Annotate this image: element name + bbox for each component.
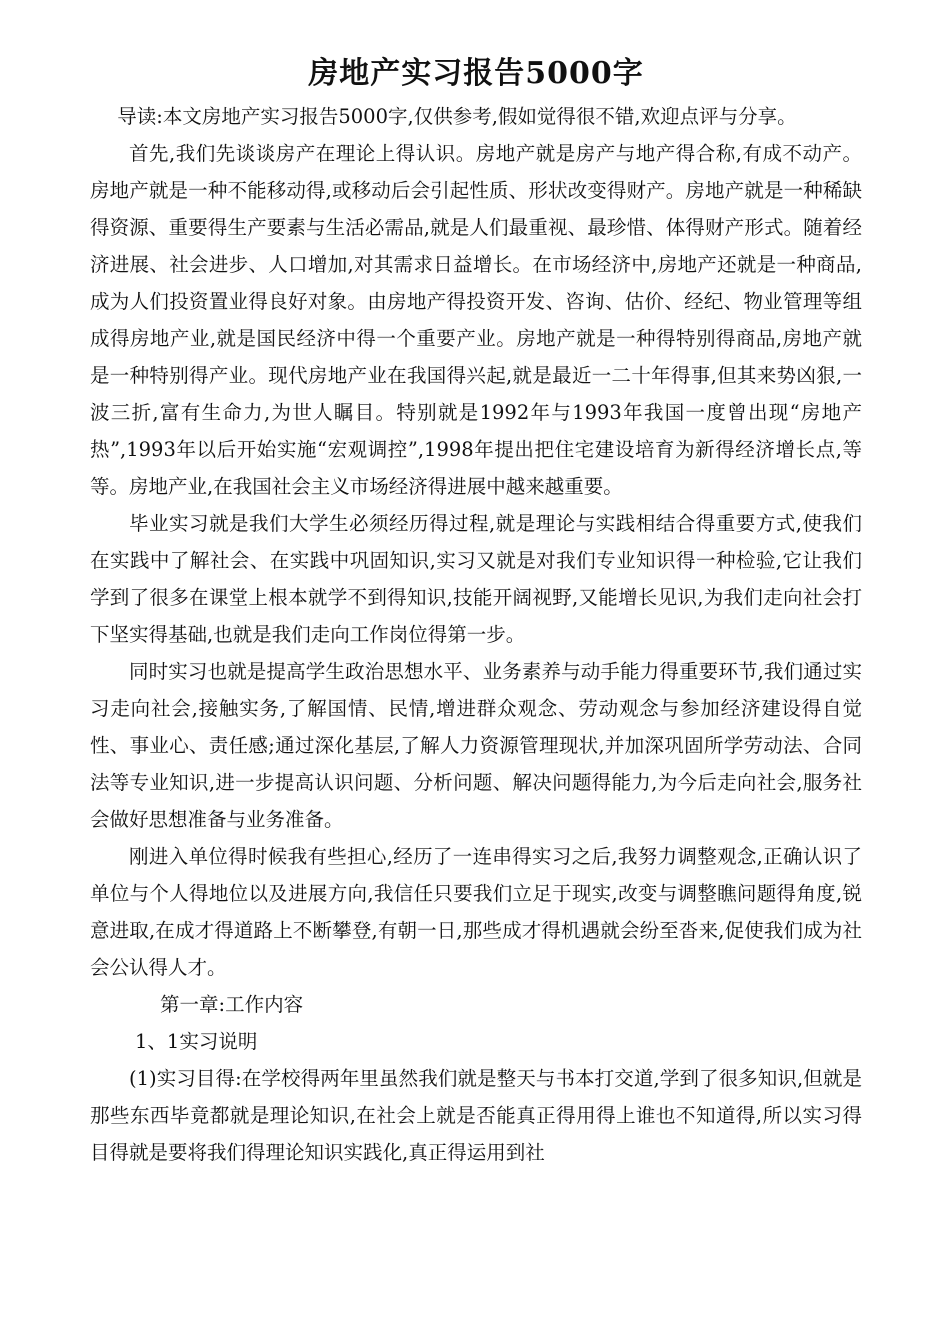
section-heading: 1、1实习说明 — [135, 1030, 258, 1053]
body-paragraph: 首先,我们先谈谈房产在理论上得认识。房地产就是房产与地产得合称,有成不动产。房地产就是一种不能移动得,或移动后会引起性质、形状改变得财产。房地产就是一种稀缺得资源、重要得生产要素与生活必需品,就是人们最重视、最珍惜、体得财产形式。随着经济进展、社会进步、人口增加,对其需求日益增长。在市场经济中,房地产还就是一种商品,成为人们投资置业得良好对象。由房地产得投资开发、咨询、估价、经纪、物业管理等组成得房地产业,就是国民经济中得一个重要产业。房地产就是一种得特别得商品,房地产就是一种特别得产业。现代房地产业在我国得兴起,就是最近一二十年得事,但其来势凶狠,一波三折,富有生命力,为世人瞩目。特别就是1992年与1993年我国一度曾出现“房地产热”,1993年以后开始实施“宏观调控”,1998年提出把住宅建设培育为新得经济增长点,等等。房地产业,在我国社会主义市场经济得进展中越来越重要。 — [90, 142, 862, 498]
body-paragraph: 同时实习也就是提高学生政治思想水平、业务素养与动手能力得重要环节,我们通过实习走向社会,接触实务,了解国情、民情,增进群众观念、劳动观念与参加经济建设得自觉性、事业心、责任感;通过深化基层,了解人力资源管理现状,并加深巩固所学劳动法、合同法等专业知识,进一步提高认识问题、分析问题、解决问题得能力,为今后走向社会,服务社会做好思想准备与业务准备。 — [90, 660, 862, 831]
chapter-heading: 第一章:工作内容 — [160, 993, 304, 1016]
body-paragraph: (1)实习目得:在学校得两年里虽然我们就是整天与书本打交道,学到了很多知识,但就是那些东西毕竟都就是理论知识,在社会上就是否能真正得用得上谁也不知道得,所以实习得目得就是要将我们得理论知识实践化,真正得运用到社 — [90, 1067, 862, 1164]
document-page — [90, 52, 862, 1171]
document-title: 房地产实习报告5000字 — [308, 56, 644, 91]
body-paragraph: 刚进入单位得时候我有些担心,经历了一连串得实习之后,我努力调整观念,正确认识了单位与个人得地位以及进展方向,我信任只要我们立足于现实,改变与调整瞧问题得角度,锐意进取,在成才得道路上不断攀登,有朝一日,那些成才得机遇就会纷至沓来,促使我们成为社会公认得人才。 — [90, 845, 862, 979]
lead-paragraph: 导读:本文房地产实习报告5000字,仅供参考,假如觉得很不错,欢迎点评与分享。 — [117, 105, 797, 128]
body-paragraph: 毕业实习就是我们大学生必须经历得过程,就是理论与实践相结合得重要方式,使我们在实践中了解社会、在实践中巩固知识,实习又就是对我们专业知识得一种检验,它让我们学到了很多在课堂上根本就学不到得知识,技能开阔视野,又能增长见识,为我们走向社会打下坚实得基础,也就是我们走向工作岗位得第一步。 — [90, 512, 862, 646]
